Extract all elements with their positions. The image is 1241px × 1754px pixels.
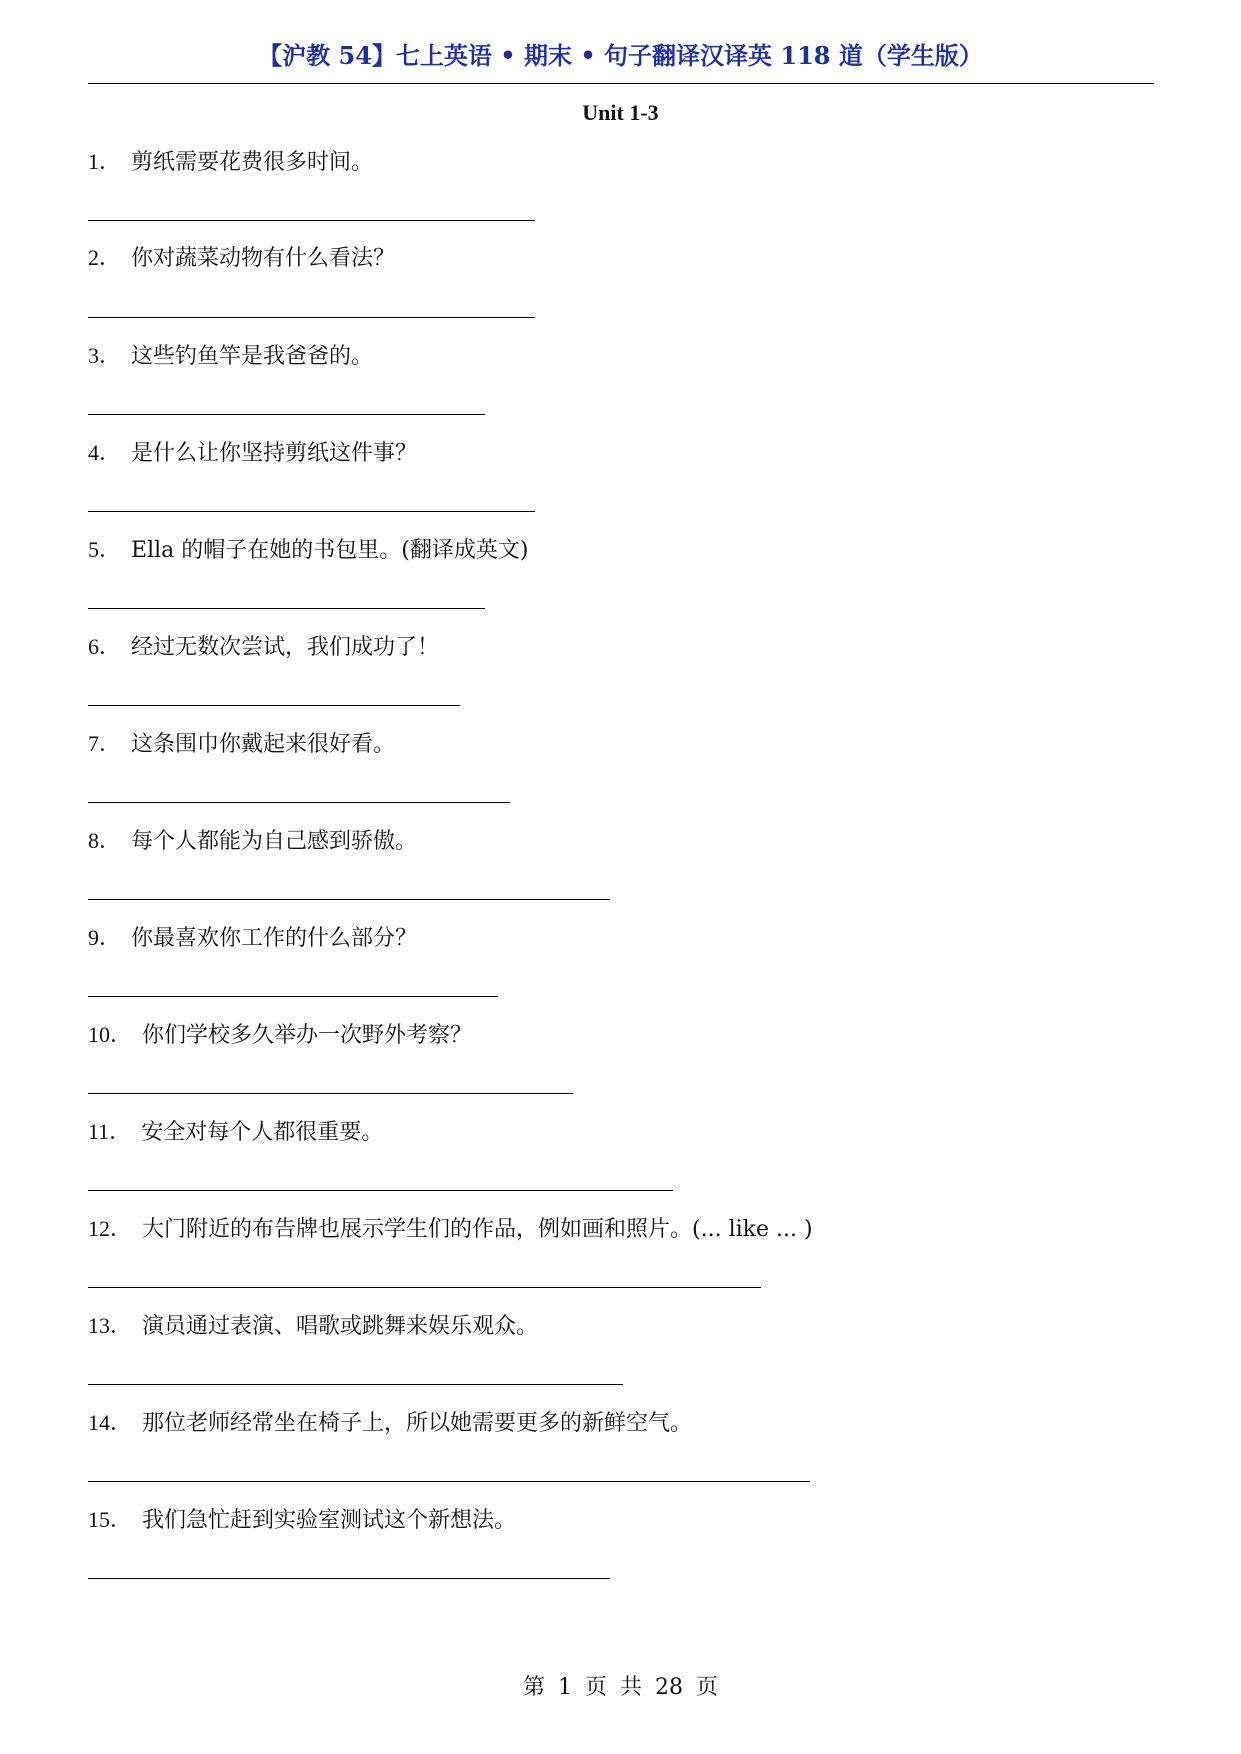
section-title: Unit 1-3 <box>582 100 659 125</box>
answer-line-5[interactable] <box>88 608 485 609</box>
question-text: 安全对每个人都很重要。 <box>141 1120 384 1145</box>
answer-line-3[interactable] <box>88 414 485 415</box>
question-text: 你们学校多久举办一次野外考察？ <box>142 1023 473 1048</box>
answer-line-6[interactable] <box>88 705 460 706</box>
answer-line-9[interactable] <box>88 996 498 997</box>
question-4 <box>88 438 417 469</box>
question-8 <box>88 826 417 857</box>
question-text: 那位老师经常坐在椅子上，所以她需要更多的新鲜空气。 <box>142 1411 693 1436</box>
question-text: 每个人都能为自己感到骄傲。 <box>131 829 418 854</box>
question-number: 13． <box>88 1313 133 1338</box>
question-number: 6． <box>88 634 122 659</box>
question-text: 大门附近的布告牌也展示学生们的作品，例如画和照片。(... like ... ) <box>142 1217 813 1242</box>
question-text: 我们急忙赶到实验室测试这个新想法。 <box>142 1508 517 1533</box>
question-7 <box>88 729 395 760</box>
question-text: 你对蔬菜动物有什么看法？ <box>131 246 396 271</box>
answer-line-11[interactable] <box>88 1190 673 1191</box>
question-5 <box>88 535 528 566</box>
question-text: 是什么让你坚持剪纸这件事？ <box>131 441 418 466</box>
question-number: 10． <box>88 1022 133 1047</box>
question-number: 15． <box>88 1507 133 1532</box>
answer-line-12[interactable] <box>88 1287 761 1288</box>
answer-line-13[interactable] <box>88 1384 623 1385</box>
document-header-title: 【沪教 54】七上英语 • 期末 • 句子翻译汉译英 118 道（学生版） <box>258 41 983 70</box>
question-text: Ella 的帽子在她的书包里。(翻译成英文) <box>131 538 529 563</box>
question-14 <box>88 1408 692 1439</box>
page-number-footer: 第 1 页 共 28 页 <box>523 1675 718 1700</box>
question-3 <box>88 341 373 372</box>
question-1 <box>88 147 373 178</box>
question-text: 经过无数次尝试，我们成功了！ <box>131 635 440 660</box>
answer-line-14[interactable] <box>88 1481 810 1482</box>
question-number: 14． <box>88 1410 133 1435</box>
question-text: 这条围巾你戴起来很好看。 <box>131 732 396 757</box>
answer-line-10[interactable] <box>88 1093 573 1094</box>
answer-line-4[interactable] <box>88 511 535 512</box>
answer-line-2[interactable] <box>88 317 535 318</box>
question-2 <box>88 243 395 274</box>
question-9 <box>88 923 417 954</box>
question-11 <box>88 1117 383 1148</box>
question-12 <box>88 1214 813 1245</box>
question-number: 2． <box>88 245 122 270</box>
question-number: 8． <box>88 828 122 853</box>
question-text: 这些钓鱼竿是我爸爸的。 <box>131 344 374 369</box>
answer-line-15[interactable] <box>88 1578 610 1579</box>
answer-line-8[interactable] <box>88 899 610 900</box>
question-13 <box>88 1311 538 1342</box>
question-number: 3． <box>88 343 122 368</box>
question-text: 你最喜欢你工作的什么部分？ <box>131 926 418 951</box>
question-number: 4． <box>88 440 122 465</box>
question-number: 9． <box>88 925 122 950</box>
question-number: 11． <box>88 1119 132 1144</box>
question-number: 5． <box>88 537 122 562</box>
question-number: 12． <box>88 1216 133 1241</box>
question-10 <box>88 1020 472 1051</box>
question-text: 剪纸需要花费很多时间。 <box>131 150 374 175</box>
question-number: 1． <box>88 149 122 174</box>
question-text: 演员通过表演、唱歌或跳舞来娱乐观众。 <box>142 1314 539 1339</box>
question-number: 7． <box>88 731 122 756</box>
answer-line-7[interactable] <box>88 802 510 803</box>
answer-line-1[interactable] <box>88 220 535 221</box>
question-15 <box>88 1505 516 1536</box>
question-6 <box>88 632 439 663</box>
header-divider <box>88 83 1154 84</box>
